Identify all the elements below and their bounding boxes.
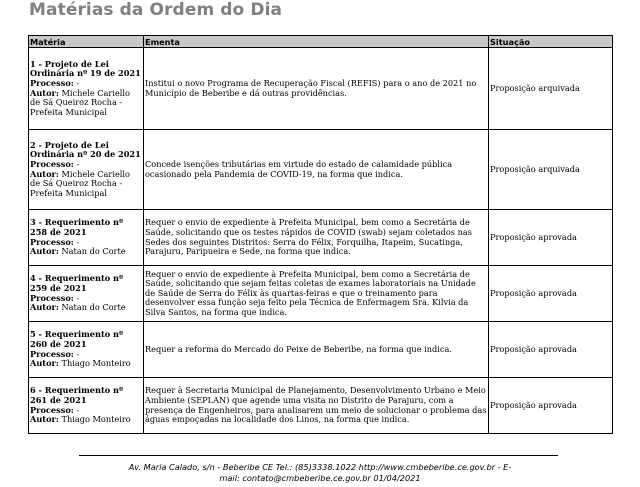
header-materia: Matéria xyxy=(29,36,144,48)
autor-label: Autor: xyxy=(30,358,59,369)
materia-cell xyxy=(29,130,144,210)
autor-label: Autor: xyxy=(30,414,59,425)
footer-contact: mail: contato@cmbeberibe.ce.gov.br 01/04/2021 xyxy=(219,472,421,483)
materia-cell xyxy=(29,322,144,378)
processo-label: Processo: xyxy=(30,348,74,359)
materia-cell xyxy=(29,378,144,434)
processo-value: - xyxy=(73,236,80,247)
table-row xyxy=(29,210,613,266)
processo-label: Processo: xyxy=(30,292,74,303)
situacao-cell: Proposição arquivada xyxy=(489,130,613,210)
table-header-row xyxy=(29,36,613,48)
processo-label: Processo: xyxy=(30,404,74,415)
footer-divider xyxy=(79,455,558,456)
ementa-cell: Concede isenções tributárias em virtude do estado de calamidade pública ocasionado pela Pandemia de COVID-19, na forma que indica. xyxy=(144,130,489,210)
autor-value: Thiago Monteiro xyxy=(58,358,131,369)
header-ementa: Ementa xyxy=(144,36,489,48)
autor-value: Michele Cariello de Sá Queiroz Rocha - Prefeita Municipal xyxy=(30,168,130,198)
footer xyxy=(70,462,570,483)
header-situacao: Situação xyxy=(489,36,613,48)
processo-label: Processo: xyxy=(30,236,74,247)
processo-value: - xyxy=(73,292,80,303)
materia-title: 3 - Requerimento nº 258 de 2021 xyxy=(30,217,124,237)
materias-table xyxy=(28,35,613,434)
autor-label: Autor: xyxy=(30,168,59,179)
page-title: Matérias da Ordem do Dia xyxy=(29,0,283,20)
processo-label: Processo: xyxy=(30,77,74,88)
autor-value: Thiago Monteiro xyxy=(58,414,131,425)
processo-value: - xyxy=(73,404,80,415)
processo-label: Processo: xyxy=(30,158,74,169)
processo-value: - xyxy=(73,77,80,88)
materia-title: 5 - Requerimento nº 260 de 2021 xyxy=(30,329,124,349)
footer-address: Av. Maria Calado, s/n - Beberibe CE Tel.: (85)3338.1022 http://www.cmbeberibe.ce.gov.br - E- xyxy=(128,462,512,472)
materia-cell xyxy=(29,266,144,322)
situacao-cell: Proposição aprovada xyxy=(489,322,613,378)
table-row xyxy=(29,266,613,322)
autor-value: Michele Cariello de Sá Queiroz Rocha - Prefeita Municipal xyxy=(30,87,130,117)
materia-cell xyxy=(29,48,144,130)
materia-title: 6 - Requerimento nº 261 de 2021 xyxy=(30,385,124,405)
materia-cell xyxy=(29,210,144,266)
processo-value: - xyxy=(73,348,80,359)
autor-label: Autor: xyxy=(30,302,59,313)
ementa-cell: Requer a reforma do Mercado do Peixe de Beberibe, na forma que indica. xyxy=(144,322,489,378)
autor-value: Natan do Corte xyxy=(58,302,126,313)
table-row xyxy=(29,322,613,378)
materia-title: 4 - Requerimento nº 259 de 2021 xyxy=(30,273,124,293)
autor-label: Autor: xyxy=(30,87,59,98)
ementa-cell: Requer o envio de expediente à Prefeita Municipal, bem como a Secretária de Saúde, solicitando que sejam feitas coletas de exames laboratoriais na Unidade de Saúde de Serra do Félix às quartas-feiras e que o treinamento para desenvolver essa função seja feito pela Técnica de Enfermagem Sra. Kilvia da Silva Santos, na forma que indica. xyxy=(144,266,489,322)
table-row xyxy=(29,48,613,130)
ementa-cell: Institui o novo Programa de Recuperação Fiscal (REFIS) para o ano de 2021 no Município de Beberibe e dá outras providências. xyxy=(144,48,489,130)
autor-value: Natan do Corte xyxy=(58,246,126,257)
ementa-cell: Requer o envio de expediente à Prefeita Municipal, bem como a Secretária de Saúde, solicitando que os testes rápidos de COVID (swab) sejam coletados nas Sedes dos seguintes Distritos: Serra do Félix, Forquilha, Itapeim, Sucatinga, Parajuru, Paripueira e Sede, na forma que indica. xyxy=(144,210,489,266)
materia-title: 1 - Projeto de Lei Ordinária nº 19 de 2021 xyxy=(30,58,141,79)
situacao-cell: Proposição arquivada xyxy=(489,48,613,130)
materia-title: 2 - Projeto de Lei Ordinária nº 20 de 2021 xyxy=(30,139,141,160)
situacao-cell: Proposição aprovada xyxy=(489,378,613,434)
situacao-cell: Proposição aprovada xyxy=(489,266,613,322)
autor-label: Autor: xyxy=(30,246,59,257)
situacao-cell: Proposição aprovada xyxy=(489,210,613,266)
processo-value: - xyxy=(73,158,80,169)
ementa-cell: Requer à Secretaria Municipal de Planejamento, Desenvolvimento Urbano e Meio Ambiente (SEPLAN) que agende uma visita no Distrito de Parajuru, com a presença de Engenheiros, para analisarem um meio de solucionar o problema das águas empoçadas na localidade dos Linos, na forma que indica. xyxy=(144,378,489,434)
table-row xyxy=(29,130,613,210)
table-row xyxy=(29,378,613,434)
